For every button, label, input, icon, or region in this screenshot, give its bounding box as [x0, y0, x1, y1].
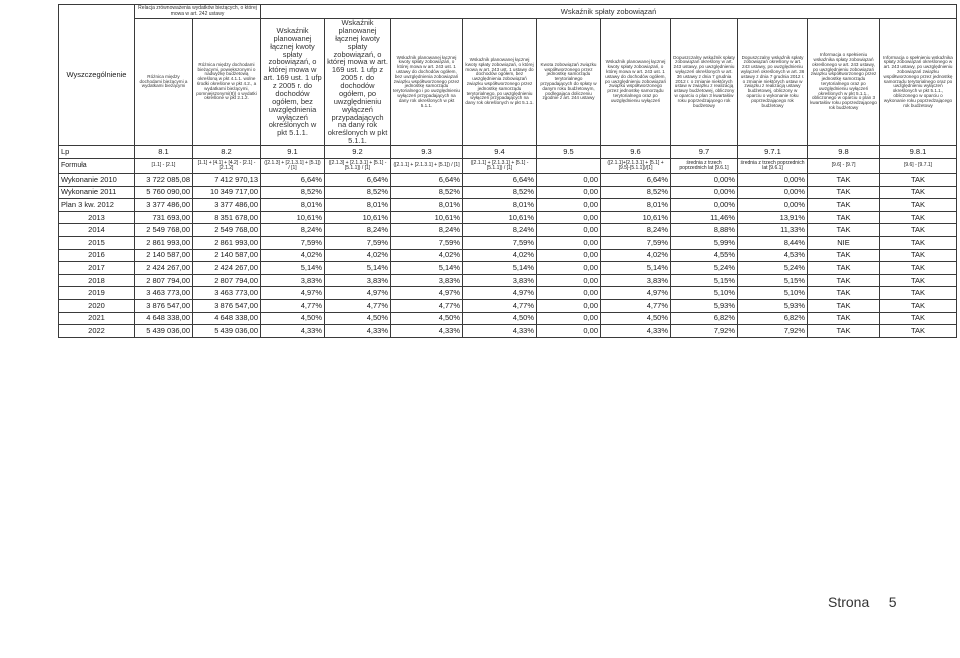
- cell-c98: NIE: [808, 236, 880, 249]
- cell-c96: 6,64%: [601, 174, 671, 187]
- cell-c96: 8,52%: [601, 186, 671, 199]
- lp-number: 8.1: [135, 146, 193, 159]
- cell-c94: 7,59%: [463, 236, 537, 249]
- lp-number: 9.8: [808, 146, 880, 159]
- cell-c98: TAK: [808, 262, 880, 275]
- cell-c94: 4,33%: [463, 325, 537, 338]
- cell-c97: 5,24%: [671, 262, 738, 275]
- cell-c95: 0,00: [537, 199, 601, 212]
- cell-c91: 4,77%: [261, 299, 325, 312]
- cell-c94: 10,61%: [463, 211, 537, 224]
- lp-number: 9.4: [463, 146, 537, 159]
- row-label: 2015: [59, 236, 135, 249]
- cell-c981: TAK: [880, 186, 957, 199]
- cell-c96: 5,14%: [601, 262, 671, 275]
- header-row: [59, 19, 957, 146]
- formula-row: [59, 159, 957, 174]
- cell-c94: 8,24%: [463, 224, 537, 237]
- header-9-2: Wskaźnik planowanej łącznej kwoty spłaty zobowiązań, o której mowa w art. 169 ust. 1 ufp z 2005 r. do dochodów ogółem, po uwzględnieniu wyłączeń przypadających na dany rok określonych w pkt 5.1.1.: [325, 19, 391, 146]
- cell-c81: 3 463 773,00: [135, 287, 193, 300]
- cell-c94: 4,97%: [463, 287, 537, 300]
- cell-c81: 2 424 267,00: [135, 262, 193, 275]
- cell-c971: 11,33%: [738, 224, 808, 237]
- cell-c82: 10 349 717,00: [193, 186, 261, 199]
- cell-c981: TAK: [880, 211, 957, 224]
- cell-c92: 4,33%: [325, 325, 391, 338]
- cell-c981: TAK: [880, 274, 957, 287]
- cell-c98: TAK: [808, 274, 880, 287]
- row-label: Wykonanie 2011: [59, 186, 135, 199]
- cell-c92: 3,83%: [325, 274, 391, 287]
- header-8-2: Różnica między dochodami bieżącymi, powiększonymi o nadwyżkę budżetową określoną w pkt 4.1.1. wolne środki określone w pkt 4.2., a wydatkami bieżącymi, pomniejszonymi(8)) o wydatki określone w pkt 2.1.2.: [193, 19, 261, 146]
- cell-c98: TAK: [808, 287, 880, 300]
- cell-c91: 7,59%: [261, 236, 325, 249]
- cell-c981: TAK: [880, 249, 957, 262]
- page-number: [828, 594, 897, 610]
- formula-cell: ([2.1.1]+[2.1.3.1] + [5.1] +[9.5]-[5.1.1])/[1]: [601, 159, 671, 174]
- cell-c93: 4,02%: [391, 249, 463, 262]
- formula-cell: ([2.1.3] + [2.1.3.1] + [5.1] - [5.1.1]) / [1]: [325, 159, 391, 174]
- page-number-value: 5: [888, 594, 897, 610]
- cell-c98: TAK: [808, 325, 880, 338]
- cell-c98: TAK: [808, 199, 880, 212]
- cell-c97: 11,46%: [671, 211, 738, 224]
- cell-c82: 2 549 768,00: [193, 224, 261, 237]
- row-label: 2021: [59, 312, 135, 325]
- cell-c94: 4,50%: [463, 312, 537, 325]
- cell-c971: 5,15%: [738, 274, 808, 287]
- cell-c971: 0,00%: [738, 199, 808, 212]
- row-label: 2020: [59, 299, 135, 312]
- cell-c96: 4,33%: [601, 325, 671, 338]
- cell-c92: 4,77%: [325, 299, 391, 312]
- cell-c82: 2 424 267,00: [193, 262, 261, 275]
- cell-c92: 8,24%: [325, 224, 391, 237]
- cell-c92: 10,61%: [325, 211, 391, 224]
- cell-c92: 4,97%: [325, 287, 391, 300]
- cell-c95: 0,00: [537, 274, 601, 287]
- lp-label: Lp: [59, 146, 135, 159]
- cell-c91: 4,97%: [261, 287, 325, 300]
- cell-c971: 5,10%: [738, 287, 808, 300]
- cell-c981: TAK: [880, 224, 957, 237]
- cell-c98: TAK: [808, 249, 880, 262]
- cell-c971: 6,82%: [738, 312, 808, 325]
- table-row: [59, 274, 957, 287]
- lp-number: 9.6: [601, 146, 671, 159]
- cell-c93: 8,24%: [391, 224, 463, 237]
- header-9-8: Informacja o spełnieniu wskaźnika spłaty zobowiązań określonego w art. 243 ustawy, po uwzględnieniu zobowiązań związku współtworzonego przez jednostkę samorządu terytorialnego oraz po uwzględnieniu wyłączeń określonych w pkt 5.1.1., obliczonego w oparciu o plan 3 kwartałów roku poprzedzającego rok budżetowy: [808, 19, 880, 146]
- cell-c96: 4,02%: [601, 249, 671, 262]
- table-row: [59, 199, 957, 212]
- lp-number: 9.5: [537, 146, 601, 159]
- cell-c92: 7,59%: [325, 236, 391, 249]
- cell-c92: 8,01%: [325, 199, 391, 212]
- formula-cell: [9.6] - [9.7.1]: [880, 159, 957, 174]
- cell-c95: 0,00: [537, 236, 601, 249]
- cell-c81: 4 648 338,00: [135, 312, 193, 325]
- cell-c971: 5,93%: [738, 299, 808, 312]
- cell-c981: TAK: [880, 312, 957, 325]
- cell-c96: 4,50%: [601, 312, 671, 325]
- row-label: 2019: [59, 287, 135, 300]
- cell-c81: 2 807 794,00: [135, 274, 193, 287]
- cell-c971: 0,00%: [738, 174, 808, 187]
- formula-cell: średnia z trzech poprzednich lat [9.6.1]: [738, 159, 808, 174]
- formula-cell: [1.1] + [4.1] + [4.2] - [2.1] - [2.1.2]: [193, 159, 261, 174]
- cell-c97: 5,93%: [671, 299, 738, 312]
- table-row: [59, 249, 957, 262]
- cell-c81: 3 876 547,00: [135, 299, 193, 312]
- cell-c971: 4,53%: [738, 249, 808, 262]
- cell-c97: 0,00%: [671, 186, 738, 199]
- cell-c981: TAK: [880, 287, 957, 300]
- header-9-4: Wskaźnik planowanej łącznej kwoty spłaty zobowiązań, o której mowa w art. 243 ust. 1 ustawy do dochodów ogółem, bez uwzględnienia zobowiązań związku współtworzonego przez jednostkę samorządu terytorialnego, po uwzględnieniu wyłączeń przypadających na dany rok określonych w pkt 5.1.1.: [463, 19, 537, 146]
- cell-c95: 0,00: [537, 174, 601, 187]
- cell-c93: 3,83%: [391, 274, 463, 287]
- cell-c95: 0,00: [537, 224, 601, 237]
- splaty-group-header: Wskaźnik spłaty zobowiązań: [261, 5, 957, 19]
- wyszczegolnienie-header: Wyszczególnienie: [59, 5, 135, 146]
- cell-c82: 7 412 970,13: [193, 174, 261, 187]
- lp-number: 9.2: [325, 146, 391, 159]
- formula-cell: [537, 159, 601, 174]
- cell-c97: 0,00%: [671, 199, 738, 212]
- cell-c96: 4,97%: [601, 287, 671, 300]
- table-row: [59, 262, 957, 275]
- cell-c91: 4,02%: [261, 249, 325, 262]
- lp-number: 9.1: [261, 146, 325, 159]
- cell-c96: 4,77%: [601, 299, 671, 312]
- cell-c93: 6,64%: [391, 174, 463, 187]
- cell-c81: 2 140 587,00: [135, 249, 193, 262]
- table-row: [59, 211, 957, 224]
- relacja-header: Relacja zrównoważenia wydatków bieżących, o której mowa w art. 242 ustawy: [135, 5, 261, 19]
- cell-c93: 8,01%: [391, 199, 463, 212]
- cell-c95: 0,00: [537, 262, 601, 275]
- cell-c95: 0,00: [537, 211, 601, 224]
- table-row: [59, 186, 957, 199]
- lp-row: [59, 146, 957, 159]
- cell-c93: 10,61%: [391, 211, 463, 224]
- cell-c97: 5,99%: [671, 236, 738, 249]
- cell-c94: 6,64%: [463, 174, 537, 187]
- table-row: [59, 325, 957, 338]
- cell-c91: 8,01%: [261, 199, 325, 212]
- cell-c92: 8,52%: [325, 186, 391, 199]
- cell-c97: 5,15%: [671, 274, 738, 287]
- header-9-5: Kwota zobowiązań związku współtworzonego przez jednostkę samorządu terytorialnego przypadających do spłaty w danym roku budżetowym, podlegająca doliczeniu zgodnie z art. 244 ustawy: [537, 19, 601, 146]
- table-row: [59, 287, 957, 300]
- cell-c981: TAK: [880, 174, 957, 187]
- cell-c981: TAK: [880, 299, 957, 312]
- lp-number: 9.7.1: [738, 146, 808, 159]
- formula-cell: średnia z trzech poprzednich lat [9.6.1]: [671, 159, 738, 174]
- cell-c95: 0,00: [537, 312, 601, 325]
- cell-c971: 13,91%: [738, 211, 808, 224]
- cell-c94: 8,01%: [463, 199, 537, 212]
- header-9-6: Wskaźnik planowanej łącznej kwoty spłaty zobowiązań, o której mowa w art. 243 ust. 1 ustawy do dochodów ogółem, po uwzględnieniu zobowiązań związku współtworzonego przez jednostkę samorządu terytorialnego oraz po uwzględnieniu wyłączeń: [601, 19, 671, 146]
- cell-c94: 4,77%: [463, 299, 537, 312]
- cell-c98: TAK: [808, 299, 880, 312]
- cell-c82: 3 463 773,00: [193, 287, 261, 300]
- cell-c91: 4,50%: [261, 312, 325, 325]
- cell-c82: 2 861 993,00: [193, 236, 261, 249]
- cell-c98: TAK: [808, 211, 880, 224]
- cell-c93: 4,33%: [391, 325, 463, 338]
- header-9-1: Wskaźnik planowanej łącznej kwoty spłaty zobowiązań, o której mowa w art. 169 ust. 1 ufp z 2005 r. do dochodów ogółem, bez uwzględnienia wyłączeń określonych w pkt 5.1.1.: [261, 19, 325, 146]
- cell-c97: 6,82%: [671, 312, 738, 325]
- cell-c81: 3 377 486,00: [135, 199, 193, 212]
- cell-c92: 6,64%: [325, 174, 391, 187]
- table-row: [59, 312, 957, 325]
- cell-c93: 8,52%: [391, 186, 463, 199]
- cell-c95: 0,00: [537, 287, 601, 300]
- formula-label: Formuła: [59, 159, 135, 174]
- row-label: 2018: [59, 274, 135, 287]
- lp-number: 9.7: [671, 146, 738, 159]
- lp-number: 9.3: [391, 146, 463, 159]
- cell-c81: 2 861 993,00: [135, 236, 193, 249]
- row-label: 2017: [59, 262, 135, 275]
- cell-c981: TAK: [880, 199, 957, 212]
- cell-c971: 7,92%: [738, 325, 808, 338]
- wpf-table: [58, 4, 957, 338]
- cell-c96: 8,24%: [601, 224, 671, 237]
- cell-c92: 4,50%: [325, 312, 391, 325]
- cell-c82: 4 648 338,00: [193, 312, 261, 325]
- lp-number: 8.2: [193, 146, 261, 159]
- cell-c96: 10,61%: [601, 211, 671, 224]
- cell-c95: 0,00: [537, 186, 601, 199]
- cell-c97: 7,92%: [671, 325, 738, 338]
- cell-c93: 4,50%: [391, 312, 463, 325]
- formula-cell: ([2.1.1] + [2.1.3.1] + [5.1]) / [1]: [391, 159, 463, 174]
- formula-cell: ([2.1.3] + [2.1.3.1] + [5.1]) / [1]: [261, 159, 325, 174]
- cell-c95: 0,00: [537, 325, 601, 338]
- cell-c82: 5 439 036,00: [193, 325, 261, 338]
- cell-c97: 8,88%: [671, 224, 738, 237]
- cell-c91: 4,33%: [261, 325, 325, 338]
- row-label: 2013: [59, 211, 135, 224]
- cell-c98: TAK: [808, 174, 880, 187]
- cell-c94: 8,52%: [463, 186, 537, 199]
- cell-c81: 3 722 085,08: [135, 174, 193, 187]
- cell-c91: 8,24%: [261, 224, 325, 237]
- cell-c91: 6,64%: [261, 174, 325, 187]
- formula-cell: ([2.1.1] + [2.1.3.1] + [5.1] - [5.1.1]) / [1]: [463, 159, 537, 174]
- cell-c95: 0,00: [537, 249, 601, 262]
- cell-c82: 3 377 486,00: [193, 199, 261, 212]
- header-9-3: Wskaźnik planowanej łącznej kwoty spłaty zobowiązań, o której mowa w art. 243 ust. 1 ustawy do dochodów ogółem, bez uwzględnienia zobowiązań związku współtworzonego przez jednostkę samorządu terytorialnego i po uwzględnieniu wyłączeń przypadających na dany rok określonych w pkt 5.1.1.: [391, 19, 463, 146]
- cell-c94: 5,14%: [463, 262, 537, 275]
- cell-c92: 4,02%: [325, 249, 391, 262]
- cell-c82: 8 351 678,00: [193, 211, 261, 224]
- cell-c82: 2 140 587,00: [193, 249, 261, 262]
- cell-c971: 5,24%: [738, 262, 808, 275]
- header-9-7-1: Dopuszczalny wskaźnik spłaty zobowiązań określony w art. 243 ustawy, po uwzględnieniu wyłączeń określonych w art. 36 ustawy z dnia 7 grudnia 2012 r. o zmianie niektórych ustaw w związku z realizacją ustawy budżetowej, obliczony w oparciu o wykonanie roku poprzedzającego rok budżetowy: [738, 19, 808, 146]
- cell-c92: 5,14%: [325, 262, 391, 275]
- lp-number: 9.8.1: [880, 146, 957, 159]
- cell-c97: 0,00%: [671, 174, 738, 187]
- row-label: 2016: [59, 249, 135, 262]
- table-row: [59, 299, 957, 312]
- header-top-row: [59, 5, 957, 19]
- cell-c93: 4,77%: [391, 299, 463, 312]
- cell-c98: TAK: [808, 224, 880, 237]
- cell-c981: TAK: [880, 236, 957, 249]
- cell-c98: TAK: [808, 312, 880, 325]
- formula-cell: [9.6] - [9.7]: [808, 159, 880, 174]
- cell-c93: 4,97%: [391, 287, 463, 300]
- cell-c96: 8,01%: [601, 199, 671, 212]
- cell-c96: 7,59%: [601, 236, 671, 249]
- cell-c91: 8,52%: [261, 186, 325, 199]
- header-9-8-1: Informacja o spełnieniu wskaźnika spłaty zobowiązań określonego w art. 243 ustawy, po uwzględnieniu zobowiązań związku współtworzonego przez jednostkę samorządu terytorialnego oraz po uwzględnieniu wyłączeń określonych w pkt 5.1.1., obliczonego w oparciu o wykonanie roku poprzedzającego rok budżetowy: [880, 19, 957, 146]
- header-8-1: Różnica między dochodami bieżącymi a wydatkami bieżącymi: [135, 19, 193, 146]
- cell-c82: 2 807 794,00: [193, 274, 261, 287]
- cell-c971: 8,44%: [738, 236, 808, 249]
- cell-c97: 5,10%: [671, 287, 738, 300]
- table-row: [59, 174, 957, 187]
- formula-cell: [1.1] - [2.1]: [135, 159, 193, 174]
- cell-c82: 3 876 547,00: [193, 299, 261, 312]
- table-row: [59, 236, 957, 249]
- cell-c91: 3,83%: [261, 274, 325, 287]
- cell-c81: 2 549 768,00: [135, 224, 193, 237]
- table-row: [59, 224, 957, 237]
- cell-c93: 5,14%: [391, 262, 463, 275]
- cell-c81: 5 760 090,00: [135, 186, 193, 199]
- cell-c981: TAK: [880, 262, 957, 275]
- cell-c91: 10,61%: [261, 211, 325, 224]
- row-label: Plan 3 kw. 2012: [59, 199, 135, 212]
- cell-c81: 731 693,00: [135, 211, 193, 224]
- row-label: Wykonanie 2010: [59, 174, 135, 187]
- page-word: Strona: [828, 594, 870, 610]
- cell-c98: TAK: [808, 186, 880, 199]
- cell-c97: 4,55%: [671, 249, 738, 262]
- cell-c981: TAK: [880, 325, 957, 338]
- cell-c96: 3,83%: [601, 274, 671, 287]
- cell-c81: 5 439 036,00: [135, 325, 193, 338]
- cell-c93: 7,59%: [391, 236, 463, 249]
- row-label: 2014: [59, 224, 135, 237]
- cell-c971: 0,00%: [738, 186, 808, 199]
- row-label: 2022: [59, 325, 135, 338]
- cell-c91: 5,14%: [261, 262, 325, 275]
- header-9-7: Dopuszczalny wskaźnik spłaty zobowiązań określony w art. 243 ustawy, po uwzględnieniu wyłączeń określonych w art. 36 ustawy z dnia 7 grudnia 2012 r. o zmianie niektórych ustaw w związku z realizacją ustawy budżetowej, obliczony w oparciu o plan 3 kwartałów roku poprzedzającego rok budżetowy: [671, 19, 738, 146]
- cell-c94: 4,02%: [463, 249, 537, 262]
- cell-c94: 3,83%: [463, 274, 537, 287]
- cell-c95: 0,00: [537, 299, 601, 312]
